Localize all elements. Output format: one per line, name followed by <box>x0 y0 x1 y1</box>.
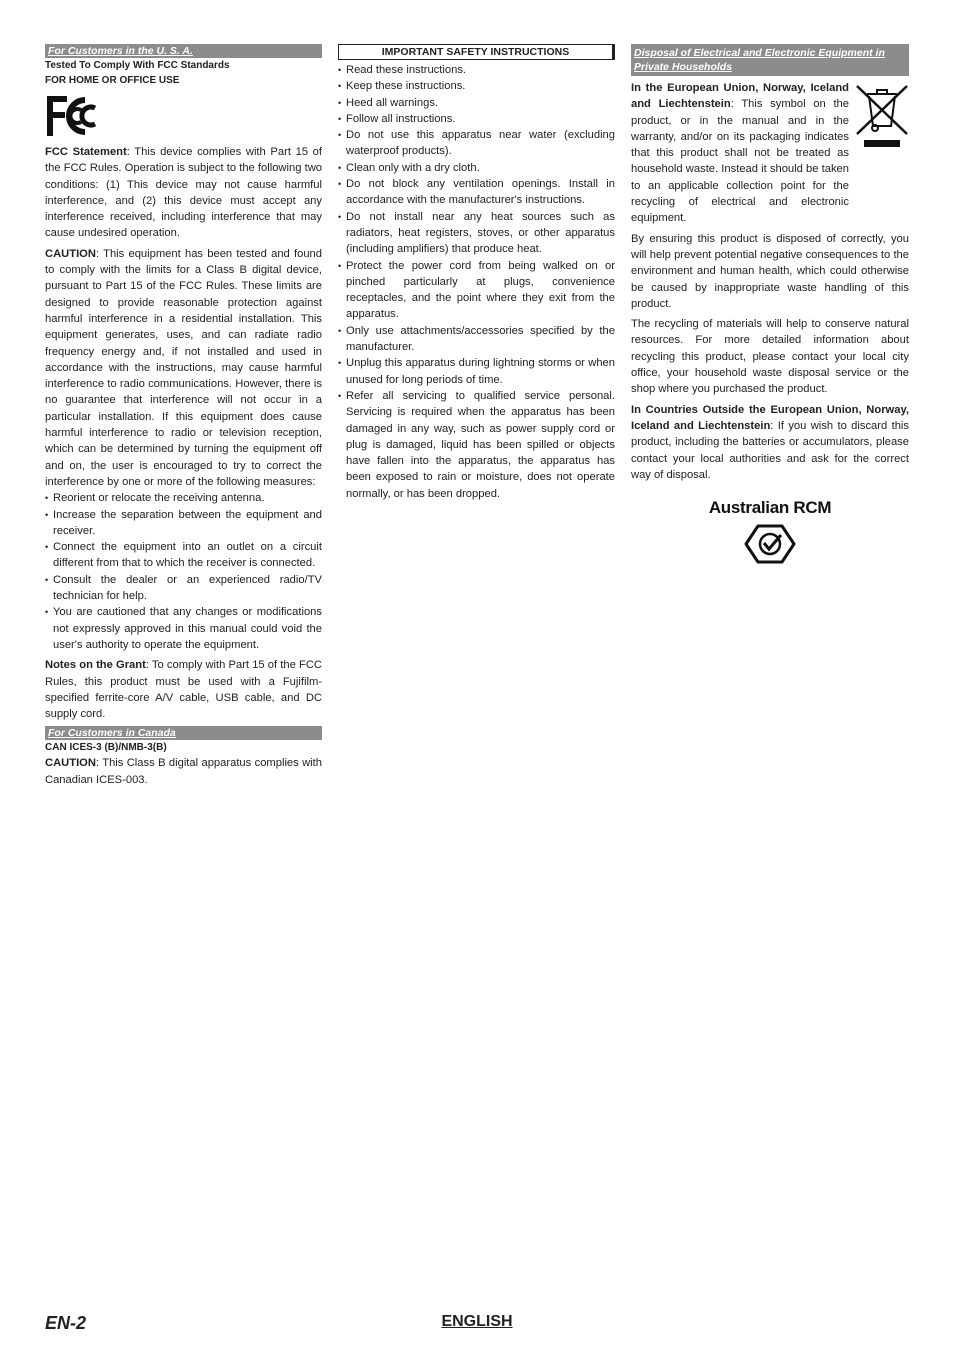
caution-label: CAUTION <box>45 247 96 260</box>
list-item: • Reorient or relocate the receiving antenna. <box>45 490 322 506</box>
eu-disposal-block <box>631 80 909 227</box>
eu-text: : This symbol on the product, or in the manual and in the warranty, and/or on its packaging indicates that this product shall not be treated as household waste. Instead it should be taken to an applicable collection point for the recycling of electrical and electronic equipment. <box>631 98 849 225</box>
list-item: • Connect the equipment into an outlet on a circuit different from that to which the receiver is connected. <box>45 539 322 572</box>
outside-label: In Countries Outside the European Union, Norway, Iceland and Liechtenstein <box>631 403 909 432</box>
fcc-statement-label: FCC Statement <box>45 146 127 158</box>
tested-heading: Tested To Comply With FCC Standards <box>45 60 230 71</box>
eu-disposal-text <box>631 80 849 227</box>
home-office-heading: FOR HOME OR OFFICE USE <box>45 75 180 86</box>
language-label: ENGLISH <box>441 1313 513 1330</box>
list-item: • Increase the separation between the equipment and receiver. <box>45 507 322 540</box>
canada-ices-heading: CAN ICES-3 (B)/NMB-3(B) <box>45 742 167 754</box>
outside-eu-disposal <box>631 402 909 483</box>
fcc-logo-icon <box>45 94 103 138</box>
canada-caution-label: CAUTION <box>45 757 96 770</box>
disposal-paragraph-2: By ensuring this product is disposed of correctly, you will help prevent potential negative consequences to the environment and human health, which could otherwise be caused by inappropriate waste handling of this product. <box>631 232 909 310</box>
list-item: • Protect the power cord from being walked on or pinched particularly at plugs, convenience receptacles, and the point where they exit from the apparatus. <box>338 258 615 323</box>
list-item: • Heed all warnings. <box>338 95 615 111</box>
crossed-out-wheelie-bin-icon <box>855 84 909 148</box>
disposal-section-header: Disposal of Electrical and Electronic Equipment in Private Households <box>631 44 909 76</box>
list-item: • Do not block any ventilation openings. Install in accordance with the manufacturer's instructions. <box>338 176 615 209</box>
rcm-mark-icon <box>743 523 797 565</box>
safety-section-header: IMPORTANT SAFETY INSTRUCTIONS <box>338 44 615 60</box>
canada-caution-text: : This Class B digital apparatus complies with Canadian ICES-003. <box>45 757 322 786</box>
grant-label: Notes on the Grant <box>45 659 146 672</box>
caution-text: : This equipment has been tested and found to comply with the limits for a Class B digital device, pursuant to Part 15 of the FCC Rules. These limits are designed to provide reasonable protection against harmful interference in a residential installation. This equipment generates, uses, and can radiate radio frequency energy and, if not installed and used in accordance with the instructions, may cause harmful interference to radio communications. However, there is no guarantee that interference will not occur in a particular installation. If this equipment does cause harmful interference to radio or television reception, which can be determined by turning the equipment off and on, the user is encouraged to try to correct the interference by one or more of the following measures: <box>45 247 322 488</box>
list-item: • Do not install near any heat sources such as radiators, heat registers, stoves, or other apparatus (including amplifiers) that produce heat. <box>338 209 615 258</box>
fcc-caution <box>45 246 322 490</box>
rcm-title: Australian RCM <box>708 498 832 518</box>
grant-notes <box>45 657 322 722</box>
canada-section-header: For Customers in Canada <box>45 726 322 740</box>
list-item: • Clean only with a dry cloth. <box>338 160 615 176</box>
usa-section-header: For Customers in the U. S. A. <box>45 44 322 58</box>
list-item: • Read these instructions. <box>338 62 615 78</box>
grant-text: : To comply with Part 15 of the FCC Rules, this product must be used with a Fujifilm-specified ferrite-core A/V cable, USB cable, and DC supply cord. <box>45 659 322 721</box>
rcm-block <box>631 497 909 570</box>
measures-list <box>45 490 322 653</box>
column-disposal <box>631 44 909 570</box>
eu-label: In the European Union, Norway, Iceland and Liechtenstein <box>631 82 849 111</box>
list-item: • Consult the dealer or an experienced radio/TV technician for help. <box>45 572 322 605</box>
page-number: EN-2 <box>45 1313 87 1333</box>
list-item: • Only use attachments/accessories specified by the manufacturer. <box>338 323 615 356</box>
canada-caution <box>45 755 322 788</box>
list-item: • Do not use this apparatus near water (excluding waterproof products). <box>338 127 615 160</box>
disposal-paragraph-3: The recycling of materials will help to conserve natural resources. For more detailed information about recycling this product, please contact your local city office, your household waste disposal service or the shop where you purchased the product. <box>631 318 909 396</box>
column-fcc <box>45 44 322 792</box>
fcc-statement <box>45 144 322 242</box>
list-item: • You are cautioned that any changes or modifications not expressly approved in this manual could void the user's authority to operate the equipment. <box>45 604 322 653</box>
safety-list <box>338 62 615 502</box>
list-item: • Follow all instructions. <box>338 111 615 127</box>
list-item: • Unplug this apparatus during lightning storms or when unused for long periods of time. <box>338 355 615 388</box>
column-safety <box>338 44 615 502</box>
outside-text: : If you wish to discard this product, including the batteries or accumulators, please contact your local authorities and ask for the correct way of disposal. <box>631 419 909 481</box>
list-item: • Refer all servicing to qualified service personal. Servicing is required when the apparatus has been damaged in any way, such as power supply cord or plug is damaged, liquid has been spilled or objects have fallen into the apparatus, the apparatus has been exposed to rain or moisture, does not operate normally, or has been dropped. <box>338 388 615 502</box>
list-item: • Keep these instructions. <box>338 78 615 94</box>
fcc-statement-text: : This device complies with Part 15 of the FCC Rules. Operation is subject to the following two conditions: (1) This device may not cause harmful interference, and (2) this device must accept any interference received, including interference that may cause undesired operation. <box>45 146 323 240</box>
